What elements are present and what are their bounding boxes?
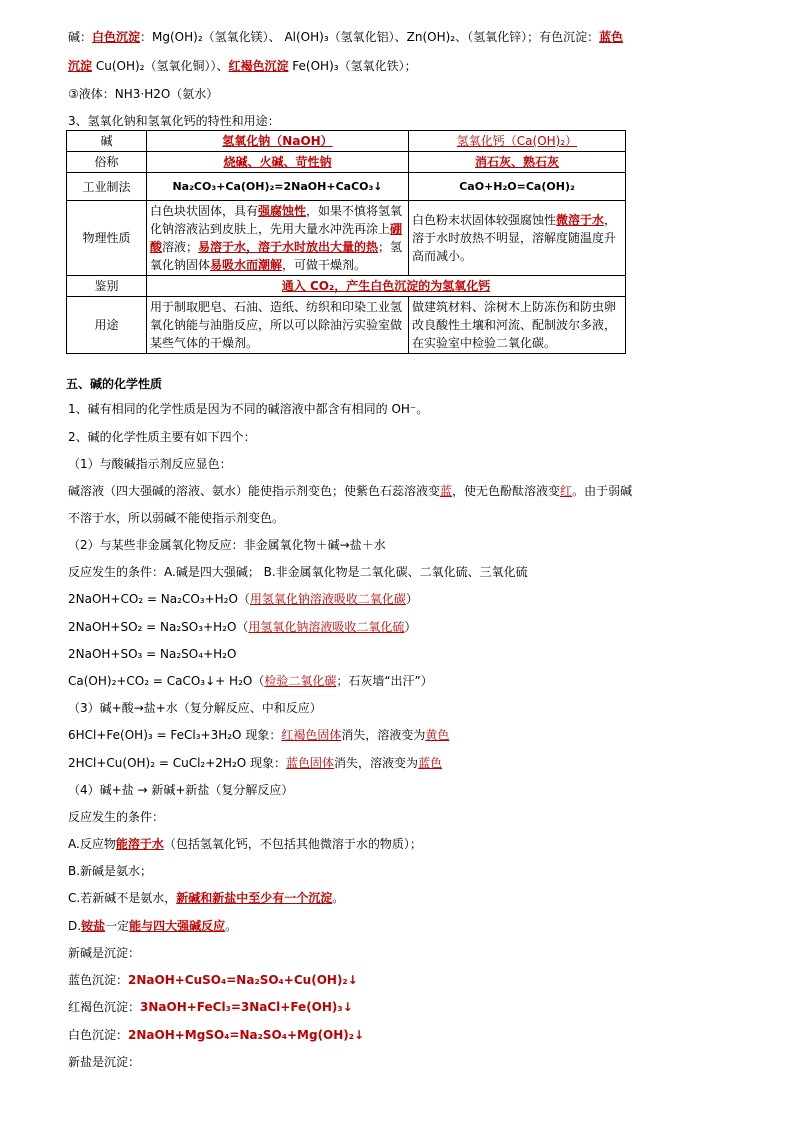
text: 2NaOH+SO₂ = Na₂SO₃+H₂O（ bbox=[68, 620, 249, 634]
equation bbox=[68, 727, 449, 743]
naoh-caoh-table bbox=[66, 130, 626, 354]
table-cell-label: 鉴别 bbox=[67, 276, 147, 297]
highlight: 蓝色固体 bbox=[286, 756, 335, 770]
equation bbox=[68, 591, 418, 607]
text: D. bbox=[68, 919, 82, 933]
highlight: 易吸水而潮解 bbox=[210, 258, 283, 272]
table-header-base: 碱 bbox=[67, 131, 147, 152]
base-list-line-2 bbox=[68, 58, 417, 74]
text: 消失，溶液变为 bbox=[334, 756, 419, 770]
paragraph: 新盐是沉淀： bbox=[68, 1055, 141, 1069]
text: 。 bbox=[332, 891, 345, 905]
highlight: 微溶于水 bbox=[556, 213, 605, 227]
text: 白色粉末状固体较强腐蚀性 bbox=[412, 213, 557, 227]
condition-a bbox=[68, 836, 422, 852]
text: 2HCl+Cu(OH)₂ = CuCl₂+2H₂O 现象： bbox=[68, 756, 287, 770]
highlight: 蓝色 bbox=[418, 756, 443, 770]
paragraph: 2、碱的化学性质主要有如下四个： bbox=[68, 430, 256, 444]
text: 溶液； bbox=[162, 240, 199, 254]
equation bbox=[68, 673, 433, 689]
text: ，如果不慎将氢氧化钠溶液沾到皮肤上，先用大量水冲洗再涂上 bbox=[150, 204, 403, 236]
condition-b: B.新碱是氨水； bbox=[68, 864, 153, 878]
table-cell bbox=[147, 201, 409, 276]
text: ；石灰墙“出汗”） bbox=[336, 674, 433, 688]
highlight: 能与四大强碱反应 bbox=[129, 919, 226, 933]
text: 蓝色沉淀： bbox=[68, 973, 129, 987]
highlight: 铵盐 bbox=[81, 919, 106, 933]
table-row bbox=[67, 131, 626, 152]
paragraph bbox=[68, 483, 632, 499]
table-row bbox=[67, 297, 626, 354]
highlight: 用氢氧化钠溶液吸收二氧化碳 bbox=[249, 592, 406, 606]
table-cell: 用于制取肥皂、石油、造纸、纺织和印染工业氢氧化钠能与油脂反应，所以可以除油污实验室做某些气体的干燥剂。 bbox=[147, 297, 409, 354]
equation-text: 3NaOH+FeCl₃=3NaCl+Fe(OH)₃↓ bbox=[140, 1000, 353, 1014]
paragraph: （3）碱+酸→盐+水（复分解反应、中和反应） bbox=[68, 701, 322, 715]
paragraph: 反应发生的条件：A.碱是四大强碱； B.非金属氧化物是二氧化碳、二氧化硫、三氧化硫 bbox=[68, 565, 528, 579]
text: Ca(OH)₂+CO₂ = CaCO₃↓+ H₂O（ bbox=[68, 674, 265, 688]
equation: 2NaOH+SO₃ = Na₂SO₄+H₂O bbox=[68, 647, 237, 661]
highlight: 红 bbox=[560, 484, 573, 498]
equation-text: 2NaOH+MgSO₄=Na₂SO₄+Mg(OH)₂↓ bbox=[128, 1028, 365, 1042]
highlight-blue: 蓝色 bbox=[599, 30, 624, 44]
highlight: 黄色 bbox=[425, 728, 450, 742]
highlight: 硼酸 bbox=[150, 222, 403, 254]
precipitate-equation bbox=[68, 999, 353, 1015]
table-row bbox=[67, 152, 626, 173]
base-list-line-3: ③液体：NH3·H2O（氨水） bbox=[68, 87, 219, 101]
table-row bbox=[67, 173, 626, 201]
equation-text: 2NaOH+CuSO₄=Na₂SO₄+Cu(OH)₂↓ bbox=[128, 973, 358, 987]
paragraph: 反应发生的条件： bbox=[68, 810, 165, 824]
equation bbox=[68, 755, 442, 771]
table-cell: 烧碱、火碱、苛性钠 bbox=[147, 152, 409, 173]
table-cell-label: 俗称 bbox=[67, 152, 147, 173]
text: 消失，溶液变为 bbox=[341, 728, 426, 742]
highlight-precipitate: 沉淀 bbox=[68, 59, 93, 73]
highlight-white-precipitate: 白色沉淀 bbox=[92, 30, 141, 44]
text: A.反应物 bbox=[68, 837, 116, 851]
precipitate-equation bbox=[68, 972, 358, 988]
table-header-caoh: 氢氧化钙（Ca(OH)₂） bbox=[409, 131, 626, 152]
section-5-title: 五、碱的化学性质 bbox=[66, 377, 163, 391]
table-cell bbox=[409, 201, 626, 276]
highlight: 用氢氧化钠溶液吸收二氧化硫 bbox=[248, 620, 405, 634]
text: Fe(OH)₃（氢氧化铁）； bbox=[288, 59, 417, 73]
table-cell: 消石灰、熟石灰 bbox=[409, 152, 626, 173]
section-3-title: 3、氢氧化钠和氢氧化钙的特性和用途： bbox=[68, 114, 280, 128]
text: ） bbox=[405, 592, 418, 606]
table-cell: 通入 CO₂，产生白色沉淀的为氢氧化钙 bbox=[147, 276, 626, 297]
text: ；氢氧化钠固体 bbox=[150, 240, 403, 272]
paragraph: 新碱是沉淀： bbox=[68, 946, 141, 960]
text: C.若新碱不是氨水， bbox=[68, 891, 177, 905]
text: 6HCl+Fe(OH)₃ = FeCl₃+3H₂O 现象： bbox=[68, 728, 282, 742]
table-cell: CaO+H₂O=Ca(OH)₂ bbox=[409, 173, 626, 201]
text: 白色块状固体，具有 bbox=[150, 204, 259, 218]
highlight: 检验二氧化碳 bbox=[264, 674, 337, 688]
paragraph: （2）与某些非金属氧化物反应：非金属氧化物＋碱→盐＋水 bbox=[68, 538, 386, 552]
equation bbox=[68, 619, 416, 635]
highlight: 新碱和新盐中至少有一个沉淀 bbox=[176, 891, 333, 905]
paragraph: 不溶于水，所以弱碱不能使指示剂变色。 bbox=[68, 511, 285, 525]
text: 。由于弱碱 bbox=[572, 484, 633, 498]
paragraph: （4）碱+盐 → 新碱+新盐（复分解反应） bbox=[68, 783, 294, 797]
text: （包括氢氧化钙，不包括其他微溶于水的物质）； bbox=[163, 837, 422, 851]
highlight: 能溶于水 bbox=[115, 837, 164, 851]
text: 2NaOH+CO₂ = Na₂CO₃+H₂O（ bbox=[68, 592, 250, 606]
highlight: 易溶于水，溶于水时放出大量的热 bbox=[198, 240, 379, 254]
highlight: 强腐蚀性 bbox=[258, 204, 307, 218]
condition-c bbox=[68, 890, 344, 906]
table-cell-label: 物理性质 bbox=[67, 201, 147, 276]
text: ） bbox=[404, 620, 417, 634]
text: 。 bbox=[225, 919, 238, 933]
condition-d bbox=[68, 918, 237, 934]
text: 碱： bbox=[68, 30, 93, 44]
text: 一定 bbox=[105, 919, 130, 933]
highlight-redbrown-precipitate: 红褐色沉淀 bbox=[228, 59, 289, 73]
text: 白色沉淀： bbox=[68, 1028, 129, 1042]
highlight: 蓝 bbox=[440, 484, 453, 498]
table-cell-label: 用途 bbox=[67, 297, 147, 354]
precipitate-equation bbox=[68, 1027, 364, 1043]
base-list-line-1 bbox=[68, 29, 623, 45]
table-cell: 做建筑材料、涂树木上防冻伤和防虫卵改良酸性土壤和河流、配制波尔多液，在实验室中检验二氧化碳。 bbox=[409, 297, 626, 354]
table-row bbox=[67, 276, 626, 297]
text: 红褐色沉淀： bbox=[68, 1000, 141, 1014]
paragraph: （1）与酸碱指示剂反应显色： bbox=[68, 457, 232, 471]
text: Cu(OH)₂（氢氧化铜））、 bbox=[92, 59, 229, 73]
text: ，可做干燥剂。 bbox=[282, 258, 367, 272]
paragraph: 1、碱有相同的化学性质是因为不同的碱溶液中都含有相同的 OH⁻。 bbox=[68, 402, 429, 416]
text: ：Mg(OH)₂（氢氧化镁）、 Al(OH)₃（氢氧化铝）、Zn(OH)₂、（氢氧化锌）；有色沉淀： bbox=[140, 30, 600, 44]
table-row bbox=[67, 201, 626, 276]
table-cell-label: 工业制法 bbox=[67, 173, 147, 201]
text: ，溶于水时放热不明显，溶解度随温度升高而减小。 bbox=[412, 213, 617, 263]
table-header-naoh: 氢氧化钠（NaOH） bbox=[147, 131, 409, 152]
text: ，使无色酚酞溶液变 bbox=[452, 484, 561, 498]
table-cell: Na₂CO₃+Ca(OH)₂=2NaOH+CaCO₃↓ bbox=[147, 173, 409, 201]
highlight: 红褐色固体 bbox=[281, 728, 342, 742]
text: 碱溶液（四大强碱的溶液、氨水）能使指示剂变色；使紫色石蕊溶液变 bbox=[68, 484, 441, 498]
